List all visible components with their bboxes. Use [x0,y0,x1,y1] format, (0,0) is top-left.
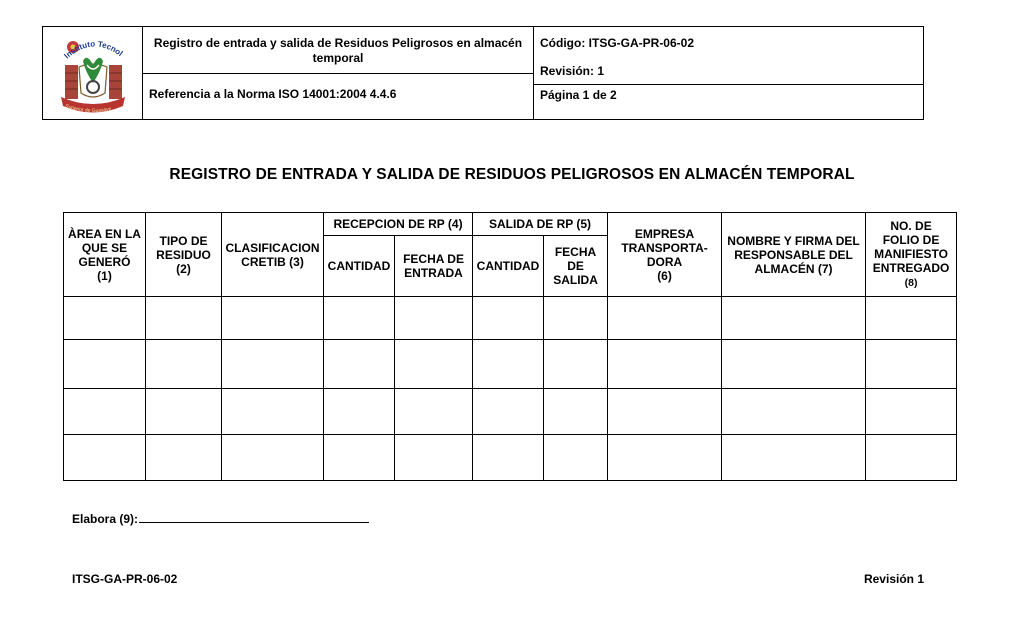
col-nombre-header: NOMBRE Y FIRMA DEL RESPONSABLE DEL ALMACÉN (7) [722,213,866,297]
header-title: Registro de entrada y salida de Residuos Peligrosos en almacén temporal [143,27,534,74]
col-folio-header: NO. DE FOLIO DE MANIFIESTO ENTREGADO (8) [866,213,957,297]
document-header [42,26,924,120]
svg-text:Instituto Tecnológico [43,27,124,60]
group-recepcion-header: RECEPCION DE RP (4) [324,213,473,236]
table-row [64,297,957,340]
footer-revision: Revisión 1 [863,572,924,586]
col-empresa-header: EMPRESA TRANSPORTA- DORA (6) [608,213,722,297]
header-revision: Revisión: 1 [540,64,605,78]
header-code-cell [534,27,923,85]
logo-text: Instituto Tecnol [62,39,125,61]
header-page: Página 1 de 2 [540,88,617,102]
elabora-field [72,510,369,526]
table-row [64,389,957,435]
register-table [63,212,957,481]
col-cantidad-in-header: CANTIDAD [324,236,395,297]
col-fecha-entrada-header: FECHA DE ENTRADA [395,236,473,297]
col-fecha-salida-header: FECHA DE SALIDA [544,236,608,297]
table-row [64,435,957,481]
elabora-label: Elabora (9): [72,512,139,526]
header-norma: Referencia a la Norma ISO 14001:2004 4.4.6 [143,74,534,119]
col-clasificacion-header: CLASIFICACION CRETIB (3) [222,213,324,297]
institute-logo [43,27,143,119]
col-cantidad-out-header: CANTIDAD [473,236,544,297]
main-title: REGISTRO DE ENTRADA Y SALIDA DE RESIDUOS PELIGROSOS EN ALMACÉN TEMPORAL [169,166,855,183]
logo-cell [43,27,143,119]
col-tipo-header: TIPO DE RESIDUO (2) [146,213,222,297]
group-salida-header: SALIDA DE RP (5) [473,213,608,236]
footer-code: ITSG-GA-PR-06-02 [72,572,178,586]
col-area-header: ÀREA EN LA QUE SE GENERÓ (1) [64,213,146,297]
logo-bottom-text: Superior de Guasave [64,103,112,115]
table-row [64,340,957,389]
signature-line[interactable] [139,510,369,523]
header-code: Código: ITSG-GA-PR-06-02 [540,36,695,50]
